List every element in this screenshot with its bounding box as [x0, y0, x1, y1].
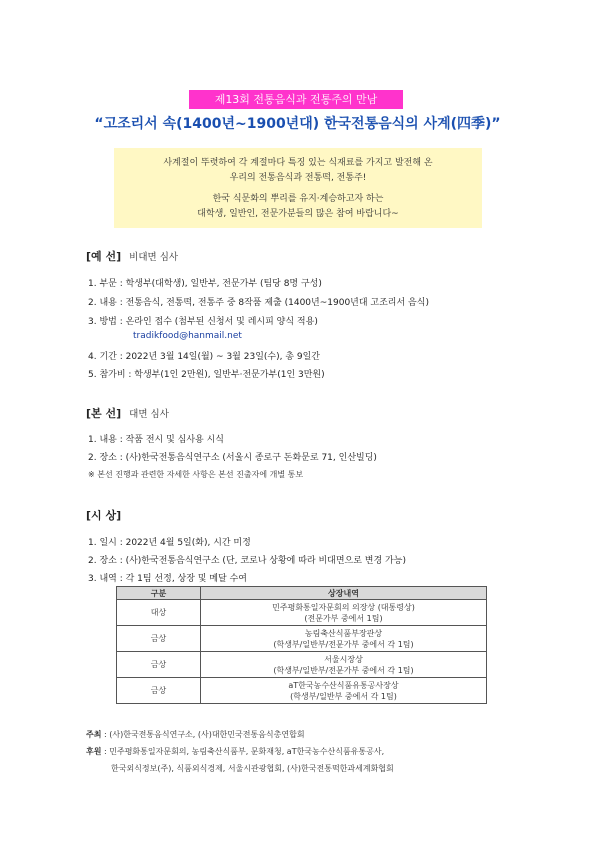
- prelim-item: 5. 참가비 : 학생부(1인 2만원), 일반부·전문가부(1인 3만원): [88, 370, 325, 380]
- final-note: ※ 본선 진행과 관련한 자세한 사항은 본선 진출자에 개별 통보: [88, 470, 304, 479]
- main-title: “고조리서 속(1400년~1900년대) 한국전통음식의 사계(四季)”: [94, 116, 501, 132]
- final-item: 2. 장소 : (사)한국전통음식연구소 (서울시 종로구 돈화문로 71, 인산빌딩): [88, 453, 377, 463]
- prelim-heading-label: [예 선]: [86, 250, 122, 263]
- intro-box: [114, 148, 482, 228]
- prelim-heading: [86, 248, 178, 264]
- host-line: [86, 729, 305, 740]
- award-heading: [86, 507, 129, 523]
- award-scope: (학생부/일반부 중에서 각 1팀): [290, 691, 397, 701]
- award-detail: [201, 626, 487, 652]
- award-detail: [201, 652, 487, 678]
- award-name: 서울시장상: [324, 654, 363, 664]
- prelim-heading-sub: 비대면 심사: [129, 252, 179, 263]
- support-line: [86, 746, 384, 757]
- award-category: 금상: [117, 652, 201, 678]
- award-name: aT한국농수산식품유통공사장상: [288, 680, 399, 690]
- support-text: : 민주평화통일자문회의, 농림축산식품부, 문화재청, aT한국농수산식품유통공사,: [101, 747, 385, 756]
- table-row: [117, 652, 487, 678]
- award-name: 농림축산식품부장관상: [304, 628, 383, 638]
- event-banner: 제13회 전통음식과 전통주의 만남: [189, 90, 403, 109]
- award-category: 대상: [117, 600, 201, 626]
- award-name: 민주평화통일자문회의 의장상 (대통령상): [272, 602, 415, 612]
- award-item: 3. 내역 : 각 1팀 선정, 상장 및 메달 수여: [88, 574, 247, 584]
- prelim-item: 1. 부문 : 학생부(대학생), 일반부, 전문가부 (팀당 8명 구성): [88, 279, 322, 289]
- intro-line: 대학생, 일반인, 전문가분들의 많은 참여 바랍니다~: [197, 209, 399, 219]
- prelim-item: 4. 기간 : 2022년 3월 14일(월) ~ 3월 23일(수), 총 9일간: [88, 352, 320, 362]
- award-category: 금상: [117, 678, 201, 704]
- table-row: [117, 678, 487, 704]
- table-header-row: [117, 587, 487, 600]
- award-heading-label: [시 상]: [86, 509, 122, 522]
- support-line-2: 한국외식정보(주), 식품외식경제, 서울시관광협회, (사)한국전통떡한과세계화협회: [111, 764, 394, 773]
- final-item: 1. 내용 : 작품 전시 및 심사용 시식: [88, 435, 224, 445]
- award-table: [116, 586, 487, 704]
- award-scope: (학생부/일반부/전문가부 중에서 각 1팀): [273, 665, 414, 675]
- email-link[interactable]: tradikfood@hanmail.net: [133, 331, 242, 341]
- final-heading: [86, 405, 169, 421]
- prelim-item: 3. 방법 : 온라인 접수 (첨부된 신청서 및 레시피 양식 적용): [88, 317, 318, 327]
- award-scope: (학생부/일반부/전문가부 중에서 각 1팀): [273, 639, 414, 649]
- prelim-item: 2. 내용 : 전통음식, 전통떡, 전통주 중 8작품 제출 (1400년~1900년대 고조리서 음식): [88, 298, 429, 308]
- intro-line: 한국 식문화의 뿌리를 유지·계승하고자 하는: [212, 194, 384, 204]
- intro-line: 사계절이 뚜렷하여 각 계절마다 특징 있는 식재료를 가지고 발전해 온: [163, 158, 433, 168]
- support-label: 후원: [86, 747, 102, 756]
- intro-line: 우리의 전통음식과 전통떡, 전통주!: [229, 173, 367, 183]
- table-row: [117, 600, 487, 626]
- table-row: [117, 626, 487, 652]
- final-heading-label: [본 선]: [86, 407, 122, 420]
- award-category: 금상: [117, 626, 201, 652]
- host-label: 주최: [86, 730, 102, 739]
- table-header-category: 구분: [117, 587, 201, 600]
- award-scope: (전문가부 중에서 1팀): [304, 613, 383, 623]
- award-detail: [201, 678, 487, 704]
- award-item: 1. 일시 : 2022년 4월 5일(화), 시간 미정: [88, 538, 251, 548]
- final-heading-sub: 대면 심사: [129, 409, 169, 420]
- award-detail: [201, 600, 487, 626]
- host-text: : (사)한국전통음식연구소, (사)대한민국전통음식총연합회: [101, 730, 305, 739]
- table-header-detail: 상장내역: [201, 587, 487, 600]
- award-item: 2. 장소 : (사)한국전통음식연구소 (단, 코로나 상황에 따라 비대면으로 변경 가능): [88, 556, 406, 566]
